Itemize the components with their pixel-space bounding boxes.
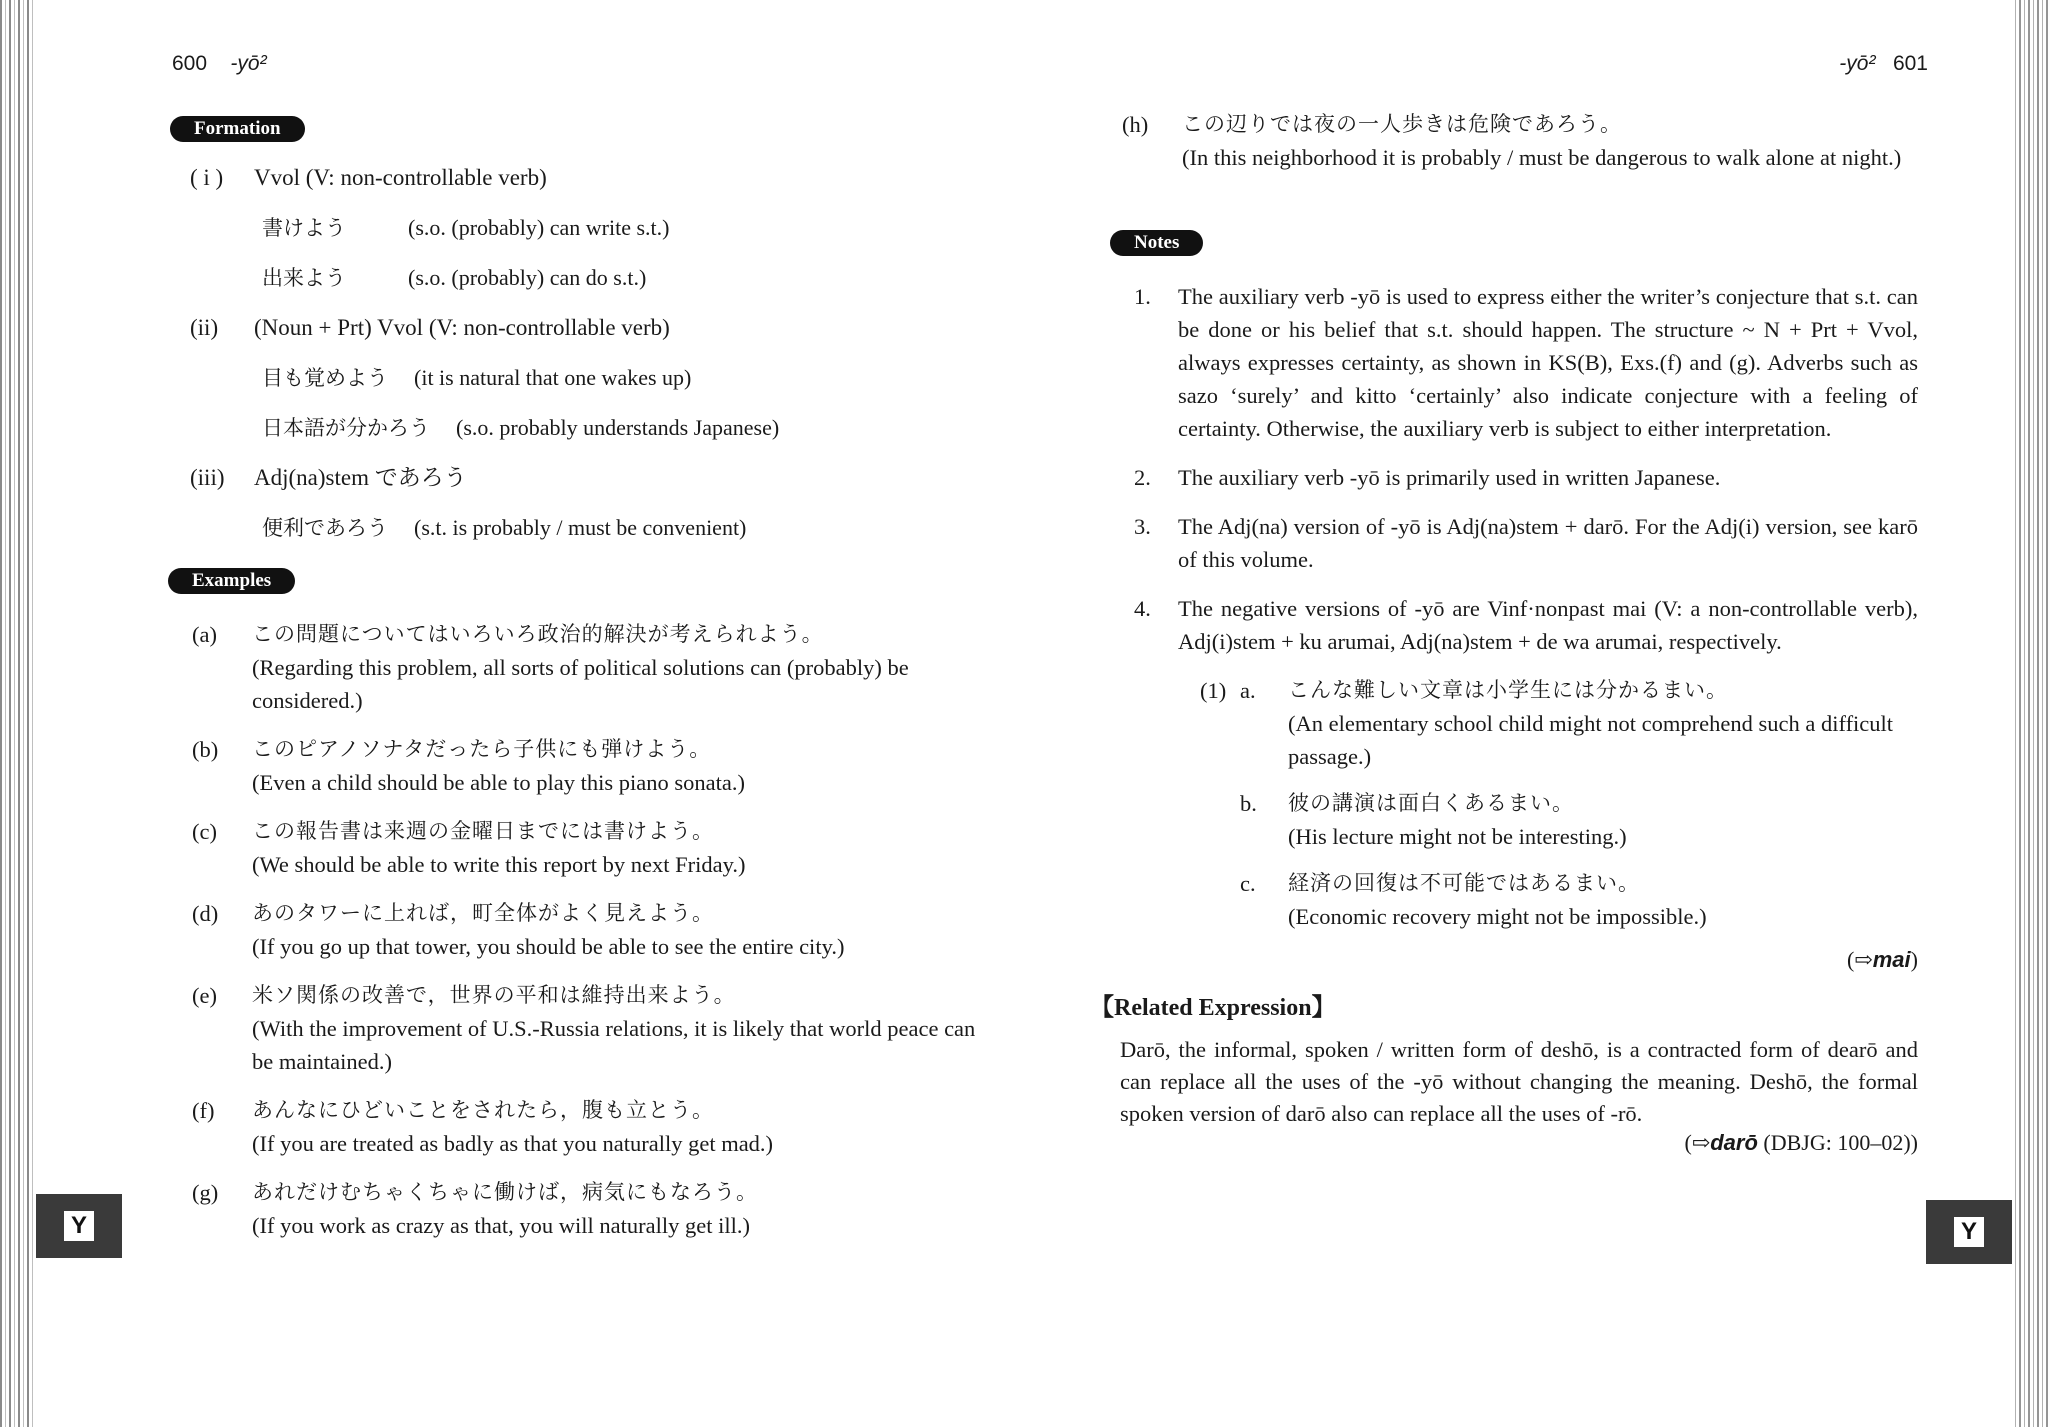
example-japanese: この問題についてはいろいろ政治的解決が考えられよう。 — [252, 622, 824, 646]
example-translation: (In this neighborhood it is probably / must be dangerous to walk alone at night.) — [1182, 145, 1902, 170]
left-page — [170, 0, 990, 1427]
running-head-right — [1839, 52, 1928, 76]
formation-example: 便利であろう (s.t. is probably / must be convenient) — [262, 515, 747, 540]
sub-examples — [1200, 674, 1918, 933]
note-item: 1. The auxiliary verb -yō is used to express either the writer’s conjecture that s.t. can be done or his belief that s.t. should happen. The structure ~ N + Prt + Vvol, always expresses certainty, as shown in KS(B), Exs.(f) and (g). Adverbs such as sazo ‘surely’ and kitto ‘certainly’ also indicate conjecture with a feeling of certainty. Otherwise, the auxiliary verb is subject to either interpretation. — [1134, 284, 1918, 441]
thumb-index-tab-left: Y — [36, 1194, 122, 1258]
notes-label: Notes — [1110, 230, 1203, 256]
formation-item: (iii) Adj(na)stem であろう — [190, 465, 467, 490]
head-term: -yō² — [1839, 52, 1876, 75]
example-japanese: 経済の回復は不可能ではあるまい。 — [1288, 871, 1640, 895]
example-translation: (Even a child should be able to play this piano sonata.) — [252, 770, 746, 795]
page-number: 601 — [1892, 52, 1928, 75]
example-item: (c) この報告書は来週の金曜日までには書けよう。 (We should be able to write this report by next Friday.) — [170, 815, 990, 881]
cross-reference-mai: (⇨mai) — [1846, 947, 1918, 972]
example-translation: (His lecture might not be interesting.) — [1288, 824, 1627, 849]
example-japanese: あんなにひどいことをされたら，腹も立とう。 — [252, 1098, 714, 1122]
sub-example-item: (1) a. こんな難しい文章は小学生には分かるまい。 (An elementary school child might not comprehend such a difficult passage.) — [1200, 674, 1918, 773]
example-translation: (With the improvement of U.S.-Russia relations, it is likely that world peace can be maintained.) — [252, 1016, 976, 1074]
example-translation: (We should be able to write this report by next Friday.) — [252, 852, 746, 877]
example-japanese: あれだけむちゃくちゃに働けば，病気にもなろう。 — [252, 1180, 758, 1204]
example-item: (g) あれだけむちゃくちゃに働けば，病気にもなろう。 (If you work as crazy as that, you will naturally get ill.) — [170, 1176, 990, 1242]
sub-example-item: c. 経済の回復は不可能ではあるまい。 (Economic recovery might not be impossible.) — [1200, 867, 1918, 933]
formation-section — [170, 116, 990, 142]
example-japanese: このピアノソナタだったら子供にも弾けよう。 — [252, 737, 712, 761]
examples-label: Examples — [168, 568, 295, 594]
formation-example: 日本語が分かろう (s.o. probably understands Japanese) — [262, 415, 780, 440]
related-expression-title: 【Related Expression】 — [1090, 995, 1336, 1021]
notes-list — [1090, 280, 1918, 1156]
formation-example: 出来よう (s.o. (probably) can do s.t.) — [262, 265, 647, 290]
note-item: 4. The negative versions of -yō are Vinf·nonpast mai (V: a non-controllable verb), Adj(i)stem + ku arumai, Adj(na)stem + de wa arumai, respectively. — [1134, 596, 1918, 654]
example-japanese: この辺りでは夜の一人歩きは危険であろう。 — [1182, 112, 1622, 136]
note-item: 2. The auxiliary verb -yō is primarily used in written Japanese. — [1134, 465, 1721, 490]
head-term: -yō² — [230, 52, 267, 75]
cross-reference-daro: (⇨darō (DBJG: 100–02)) — [1684, 1130, 1918, 1155]
formation-example: 書けよう (s.o. (probably) can write s.t.) — [262, 215, 670, 240]
example-japanese: この報告書は来週の金曜日までには書けよう。 — [252, 819, 714, 843]
sub-example-item: b. 彼の講演は面白くあるまい。 (His lecture might not be interesting.) — [1200, 787, 1918, 853]
note-item: 3. The Adj(na) version of -yō is Adj(na)stem + darō. For the Adj(i) version, see karō of this volume. — [1134, 514, 1918, 572]
page-number: 600 — [172, 52, 208, 75]
formation-label: Formation — [170, 116, 305, 142]
running-head-left — [172, 52, 267, 76]
example-item: (a) この問題についてはいろいろ政治的解決が考えられよう。 (Regarding this problem, all sorts of political solutions can (probably) be considered.) — [170, 618, 990, 717]
formation-list — [170, 162, 990, 562]
examples-list — [170, 618, 990, 1258]
examples-section — [168, 568, 990, 594]
example-translation: (If you go up that tower, you should be able to see the entire city.) — [252, 934, 845, 959]
example-translation: (If you are treated as badly as that you naturally get mad.) — [252, 1131, 774, 1156]
notes-section — [1110, 230, 1918, 256]
right-page — [1090, 0, 1928, 1427]
example-h: (h) この辺りでは夜の一人歩きは危険であろう。 (In this neighborhood it is probably / must be dangerous to walk alone at night.) — [1100, 108, 1918, 190]
left-page-edge — [0, 0, 36, 1427]
example-item: (e) 米ソ関係の改善で，世界の平和は維持出来よう。 (With the improvement of U.S.-Russia relations, it is likely that world peace can be maintained.) — [170, 979, 990, 1078]
example-item: (f) あんなにひどいことをされたら，腹も立とう。 (If you are treated as badly as that you naturally get mad.) — [170, 1094, 990, 1160]
thumb-index-tab-right: Y — [1926, 1200, 2012, 1264]
example-japanese: こんな難しい文章は小学生には分かるまい。 — [1288, 678, 1728, 702]
example-translation: (Economic recovery might not be impossible.) — [1288, 904, 1707, 929]
example-translation: (If you work as crazy as that, you will naturally get ill.) — [252, 1213, 750, 1238]
formation-example: 目も覚めよう (it is natural that one wakes up) — [262, 365, 692, 390]
formation-item: (ii) (Noun + Prt) Vvol (V: non-controllable verb) — [190, 315, 670, 340]
right-page-edge — [2012, 0, 2048, 1427]
example-japanese: 彼の講演は面白くあるまい。 — [1288, 791, 1574, 815]
example-japanese: あのタワーに上れば，町全体がよく見えよう。 — [252, 901, 714, 925]
example-japanese: 米ソ関係の改善で，世界の平和は維持出来よう。 — [252, 983, 736, 1007]
example-item: (b) このピアノソナタだったら子供にも弾けよう。 (Even a child should be able to play this piano sonata.) — [170, 733, 990, 799]
formation-item: ( i ) Vvol (V: non-controllable verb) — [190, 165, 547, 190]
example-item: (d) あのタワーに上れば，町全体がよく見えよう。 (If you go up that tower, you should be able to see the entire city.) — [170, 897, 990, 963]
related-expression — [1090, 987, 1918, 1156]
example-translation: (An elementary school child might not comprehend such a difficult passage.) — [1288, 711, 1894, 769]
related-expression-text: Darō, the informal, spoken / written form of deshō, is a contracted form of dearō and can replace all the uses of the -yō without changing the meaning. Deshō, the formal spoken version of darō also can replace all the uses of -rō. — [1120, 1037, 1918, 1126]
example-translation: (Regarding this problem, all sorts of political solutions can (probably) be considered.) — [252, 655, 909, 713]
